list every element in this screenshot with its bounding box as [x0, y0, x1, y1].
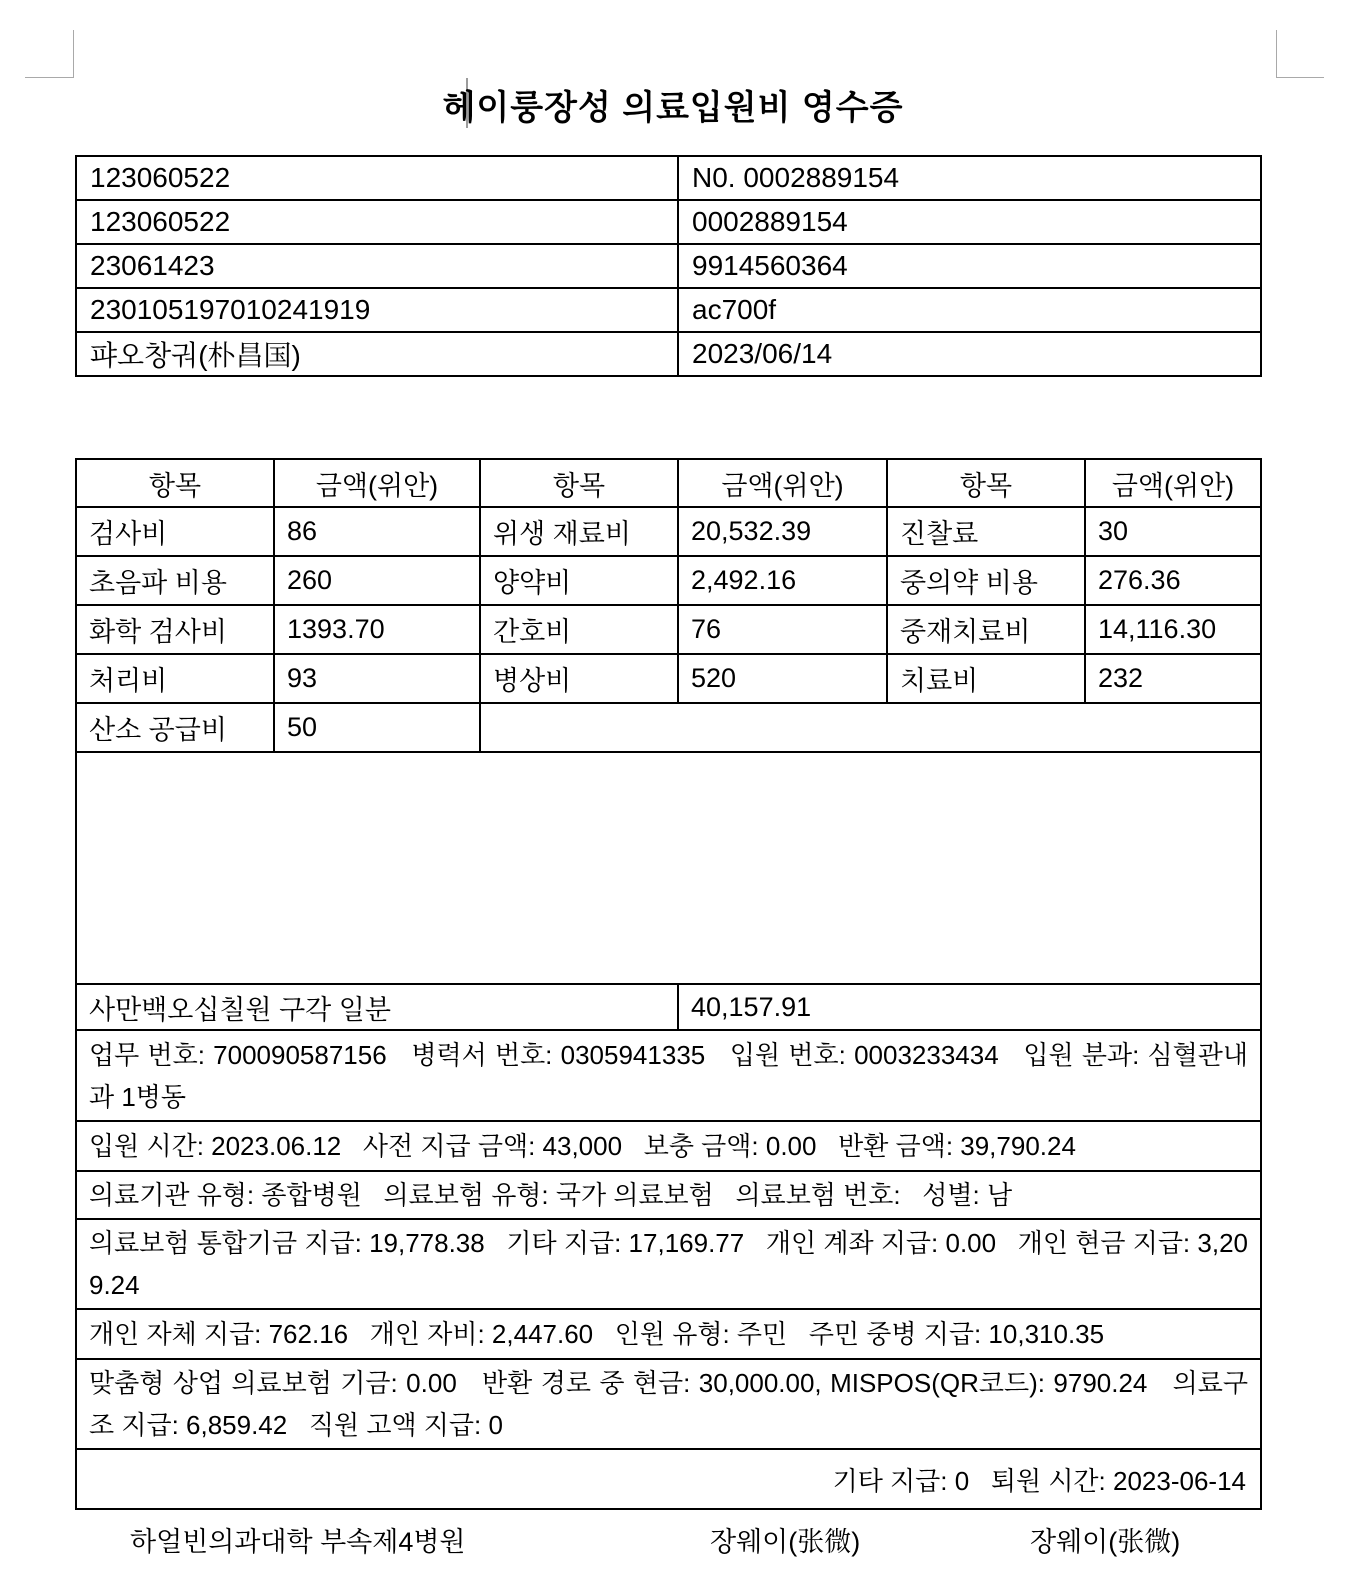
- detail-row: [76, 1359, 1261, 1449]
- column-header: 금액(위안): [1085, 459, 1261, 507]
- id-cell: 0002889154: [678, 200, 1261, 244]
- fee-item-amount: 260: [274, 556, 480, 605]
- fee-table: [75, 458, 1262, 1510]
- detail-discharge: 기타 지급: 0 퇴원 시간: 2023-06-14: [76, 1449, 1261, 1509]
- table-row: [76, 332, 1261, 376]
- id-cell: 23061423: [76, 244, 678, 288]
- fee-item-label: 양약비: [480, 556, 678, 605]
- detail-row: [76, 1309, 1261, 1359]
- total-row: [76, 984, 1261, 1030]
- fee-row: [76, 556, 1261, 605]
- page-title: 헤이룽장성 의료입원비 영수증: [442, 89, 904, 127]
- fee-row: [76, 605, 1261, 654]
- id-cell: 123060522: [76, 200, 678, 244]
- detail-commercial-insurance: 맞춤형 상업 의료보험 기금: 0.00 반환 경로 중 현금: 30,000.00, MISPOS(QR코드): 9790.24 의료구조 지급: 6,859.42 직원 고액 지급: 0: [76, 1359, 1261, 1449]
- receipt-date: 2023/06/14: [678, 332, 1261, 376]
- fee-item-amount: 30: [1085, 507, 1261, 556]
- fee-item-amount: 20,532.39: [678, 507, 887, 556]
- total-amount: 40,157.91: [678, 984, 1261, 1030]
- detail-institution: 의료기관 유형: 종합병원 의료보험 유형: 국가 의료보험 의료보험 번호: 성별: 남: [76, 1171, 1261, 1219]
- fee-item-label: 중재치료비: [887, 605, 1085, 654]
- fee-item-amount: 276.36: [1085, 556, 1261, 605]
- fee-header-row: [76, 459, 1261, 507]
- fee-row: [76, 507, 1261, 556]
- detail-row: [76, 1171, 1261, 1219]
- fee-item-label: 검사비: [76, 507, 274, 556]
- fee-item-label: 초음파 비용: [76, 556, 274, 605]
- table-row: [76, 288, 1261, 332]
- detail-row: [76, 1219, 1261, 1309]
- fee-item-label: 진찰료: [887, 507, 1085, 556]
- fee-item-label: 처리비: [76, 654, 274, 703]
- fee-item-amount: 520: [678, 654, 887, 703]
- detail-admission-ids: 업무 번호: 700090587156 병력서 번호: 0305941335 입원 번호: 0003233434 입원 분과: 심혈관내과 1병동: [76, 1030, 1261, 1121]
- receipt-no: N0. 0002889154: [678, 156, 1261, 200]
- detail-insurance-payment: 의료보험 통합기금 지급: 19,778.38 기타 지급: 17,169.77 개인 계좌 지급: 0.00 개인 현금 지급: 3,209.24: [76, 1219, 1261, 1309]
- fee-item-label: 치료비: [887, 654, 1085, 703]
- table-row: [76, 244, 1261, 288]
- spacer-row: [76, 752, 1261, 984]
- total-in-words: 사만백오십칠원 구각 일분: [76, 984, 678, 1030]
- column-header: 금액(위안): [678, 459, 887, 507]
- fee-item-amount: 2,492.16: [678, 556, 887, 605]
- fee-item-amount: 232: [1085, 654, 1261, 703]
- fee-row: [76, 703, 1261, 752]
- fee-item-amount: 76: [678, 605, 887, 654]
- fee-item-label: 위생 재료비: [480, 507, 678, 556]
- column-header: 항목: [887, 459, 1085, 507]
- fee-item-label: 간호비: [480, 605, 678, 654]
- fee-item-amount: 93: [274, 654, 480, 703]
- column-header: 금액(위안): [274, 459, 480, 507]
- detail-admission-time: 입원 시간: 2023.06.12 사전 지급 금액: 43,000 보충 금액: 0.00 반환 금액: 39,790.24: [76, 1121, 1261, 1171]
- detail-row: [76, 1121, 1261, 1171]
- patient-name: 퍄오창궈(朴昌国): [76, 332, 678, 376]
- column-header: 항목: [76, 459, 274, 507]
- fee-item-amount: 14,116.30: [1085, 605, 1261, 654]
- crop-mark-top-right: [1276, 30, 1324, 78]
- signature-1: 장웨이(张微): [710, 1527, 861, 1557]
- detail-row: [76, 1449, 1261, 1509]
- fee-item-label: 산소 공급비: [76, 703, 274, 752]
- detail-personal-payment: 개인 자체 지급: 762.16 개인 자비: 2,447.60 인원 유형: 주민 주민 중병 지급: 10,310.35: [76, 1309, 1261, 1359]
- id-cell: 230105197010241919: [76, 288, 678, 332]
- detail-row: [76, 1030, 1261, 1121]
- table-row: [76, 200, 1261, 244]
- fee-row: [76, 654, 1261, 703]
- hospital-name: 하얼빈의과대학 부속제4병원: [130, 1527, 466, 1557]
- fee-item-amount: 50: [274, 703, 480, 752]
- fee-item-amount: 1393.70: [274, 605, 480, 654]
- fee-item-amount: 86: [274, 507, 480, 556]
- id-cell: 123060522: [76, 156, 678, 200]
- id-table: [75, 155, 1262, 377]
- empty-cell: [480, 703, 1261, 752]
- fee-item-label: 중의약 비용: [887, 556, 1085, 605]
- crop-mark-top-left: [25, 30, 74, 78]
- column-header: 항목: [480, 459, 678, 507]
- table-row: [76, 156, 1261, 200]
- fee-item-label: 화학 검사비: [76, 605, 274, 654]
- signature-2: 장웨이(张微): [1030, 1527, 1181, 1557]
- id-cell: 9914560364: [678, 244, 1261, 288]
- fee-item-label: 병상비: [480, 654, 678, 703]
- empty-area: [76, 752, 1261, 984]
- id-cell: ac700f: [678, 288, 1261, 332]
